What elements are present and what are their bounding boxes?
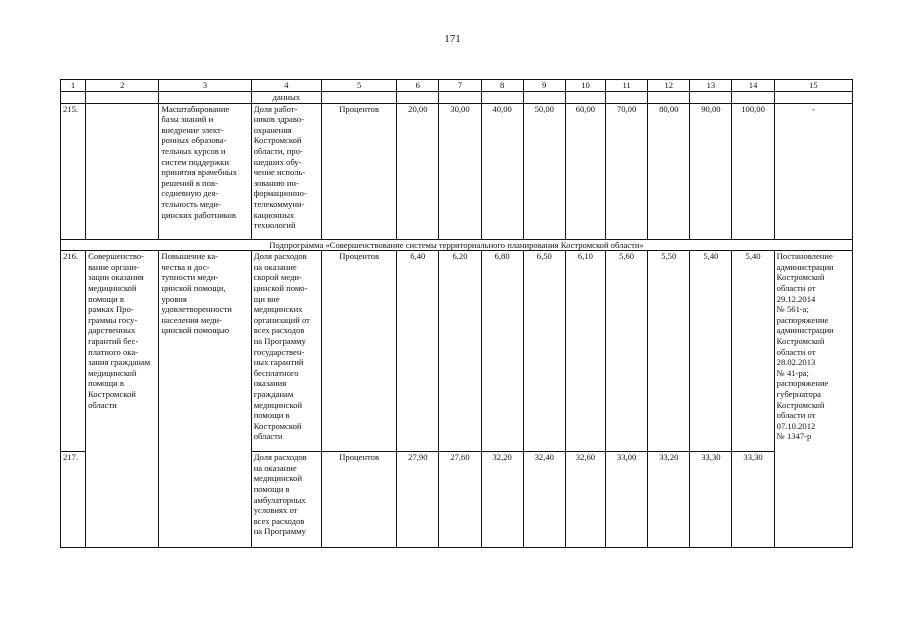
subprogram-title: Подпрограмма «Совершенствование системы территориального планирования Костромской области» — [61, 239, 853, 251]
value-cell: 5,40 — [690, 251, 732, 452]
event-result: Масштабирование базы знаний и внедрение элект- ронных образова- тельных курсов и систем поддержки принятия врачебных решений в пов- седневную дея- тельность меди- цинских работников — [159, 103, 251, 239]
header-cell: 7 — [439, 80, 481, 92]
continuation-text: данных — [251, 92, 321, 104]
table-row — [61, 251, 853, 452]
value-cell: 6,50 — [523, 251, 565, 452]
value-cell: 6,20 — [439, 251, 481, 452]
continuation-row — [61, 92, 853, 104]
value-cell: 5,50 — [648, 251, 690, 452]
value-cell: 33,00 — [606, 452, 648, 548]
basis-cell: - — [774, 103, 852, 239]
value-cell: 27,90 — [397, 452, 439, 548]
row-number: 215. — [61, 103, 86, 239]
header-cell: 11 — [606, 80, 648, 92]
value-cell: 33,30 — [732, 452, 774, 548]
unit-cell: Процентов — [321, 452, 396, 548]
value-cell: 6,80 — [481, 251, 523, 452]
unit-cell: Процентов — [321, 251, 396, 452]
header-cell: 14 — [732, 80, 774, 92]
indicator-name: Доля расходов на оказание скорой меди- цинской помо- щи вне медицинских организаций от всех расходов на Программу государствен- ных гарантий бесплатного оказания гражданам медицинской помощи в Костромской области — [251, 251, 321, 452]
basis-cell: Постановление администрации Костромской области от 29.12.2014 № 561-а; распоряжение администрации Костромской области от 28.02.2013 № 41-ра; распоряжение губернатора Костромской области от 07.10.2012 № 1347-р — [774, 251, 852, 548]
header-cell: 8 — [481, 80, 523, 92]
value-cell: 32,40 — [523, 452, 565, 548]
unit-cell: Процентов — [321, 103, 396, 239]
value-cell: 70,00 — [606, 103, 648, 239]
value-cell: 90,00 — [690, 103, 732, 239]
header-cell: 4 — [251, 80, 321, 92]
value-cell: 5,60 — [606, 251, 648, 452]
row-number: 217. — [61, 452, 86, 548]
value-cell: 32,60 — [565, 452, 605, 548]
column-number-row — [61, 80, 853, 92]
subprogram-row — [61, 239, 853, 251]
value-cell: 6,10 — [565, 251, 605, 452]
value-cell: 5,40 — [732, 251, 774, 452]
value-cell: 30,00 — [439, 103, 481, 239]
value-cell: 80,00 — [648, 103, 690, 239]
event-name: Совершенство- вание органи- зации оказания медицинской помощи в рамках Про- граммы госу- дарственных гарантий бес- платного ока- зания гражданам медицинской помощи в Костромской области — [86, 251, 159, 548]
value-cell: 6,40 — [397, 251, 439, 452]
header-cell: 15 — [774, 80, 852, 92]
header-cell: 12 — [648, 80, 690, 92]
indicators-table — [60, 79, 853, 548]
header-cell: 10 — [565, 80, 605, 92]
value-cell: 33,30 — [690, 452, 732, 548]
event-name — [86, 103, 159, 239]
indicator-name: Доля расходов на оказание медицинской помощи в амбулаторных условиях от всех расходов на Программу — [251, 452, 321, 548]
header-cell: 3 — [159, 80, 251, 92]
value-cell: 32,20 — [481, 452, 523, 548]
header-cell: 13 — [690, 80, 732, 92]
table-row — [61, 103, 853, 239]
value-cell: 20,00 — [397, 103, 439, 239]
header-cell: 1 — [61, 80, 86, 92]
value-cell: 33,20 — [648, 452, 690, 548]
value-cell: 50,00 — [523, 103, 565, 239]
header-cell: 9 — [523, 80, 565, 92]
row-number: 216. — [61, 251, 86, 452]
page-number: 171 — [444, 33, 461, 45]
event-result: Повышение ка- чества и дос- тупности меди- цинской помощи, уровня удовлетворенности населения меди- цинской помощью — [159, 251, 251, 548]
value-cell: 60,00 — [565, 103, 605, 239]
value-cell: 100,00 — [732, 103, 774, 239]
value-cell: 40,00 — [481, 103, 523, 239]
header-cell: 2 — [86, 80, 159, 92]
indicator-name: Доля работ- ников здраво- охранения Костромской области, про- шедших обу- чение исполь- зованию ин- формационно- телекоммуни- кационных технологий — [251, 103, 321, 239]
header-cell: 6 — [397, 80, 439, 92]
header-cell: 5 — [321, 80, 396, 92]
value-cell: 27,60 — [439, 452, 481, 548]
